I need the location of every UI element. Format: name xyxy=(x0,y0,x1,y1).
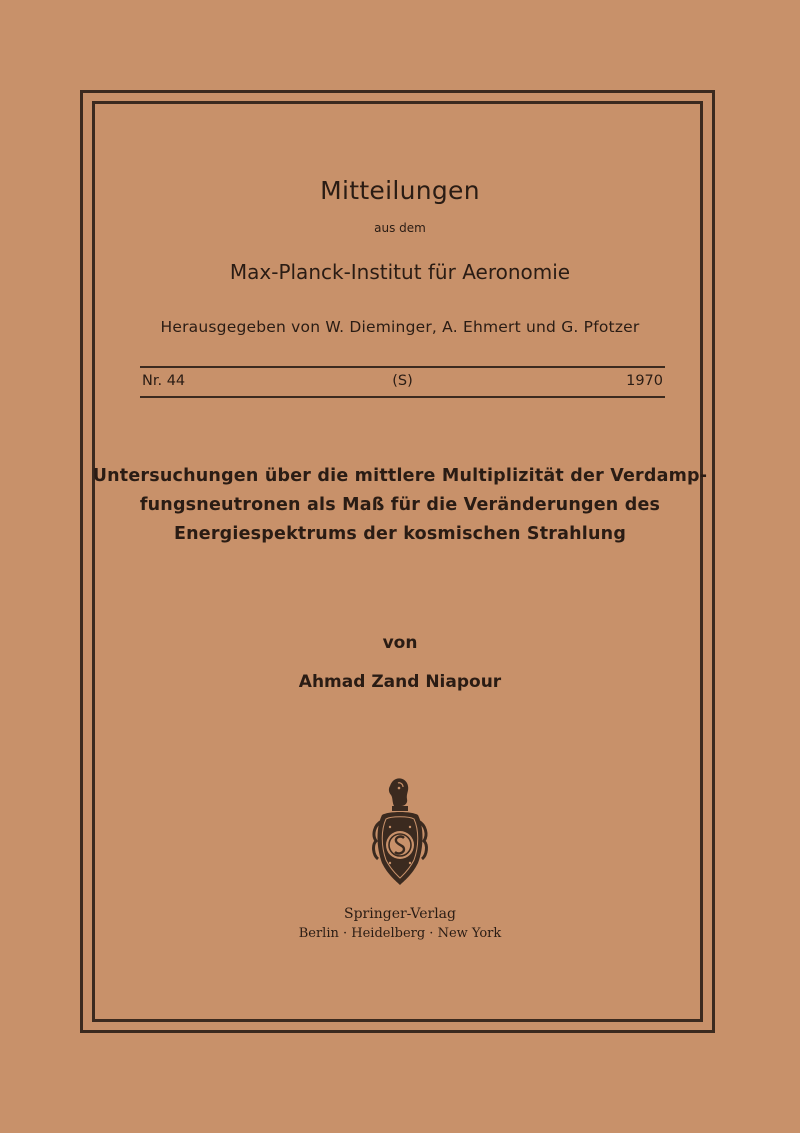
author-name: Ahmad Zand Niapour xyxy=(298,672,502,692)
work-title-line: Untersuchungen über die mittlere Multiplizität der Verdamp- xyxy=(92,466,708,486)
work-title xyxy=(0,462,800,549)
bottom-rule xyxy=(140,396,665,398)
by-label: von xyxy=(382,633,418,653)
work-title-line: fungsneutronen als Maß für die Veränderungen des xyxy=(139,495,661,515)
issue-row xyxy=(140,373,665,393)
publisher-name: Springer-Verlag xyxy=(344,906,456,922)
issue-year: 1970 xyxy=(626,373,663,389)
editors-line: Herausgegeben von W. Dieminger, A. Ehmert und G. Pfotzer xyxy=(160,318,640,336)
publisher-places: Berlin · Heidelberg · New York xyxy=(298,926,502,941)
springer-knight-logo-icon xyxy=(368,775,432,891)
institute-name: Max-Planck-Institut für Aeronomie xyxy=(229,260,571,284)
series-preposition: aus dem xyxy=(374,221,426,235)
issue-number: Nr. 44 xyxy=(142,373,186,389)
issue-subseries: (S) xyxy=(392,373,413,389)
work-title-line: Energiespektrums der kosmischen Strahlung xyxy=(173,524,627,544)
series-title: Mitteilungen xyxy=(320,176,480,205)
top-rule xyxy=(140,366,665,368)
